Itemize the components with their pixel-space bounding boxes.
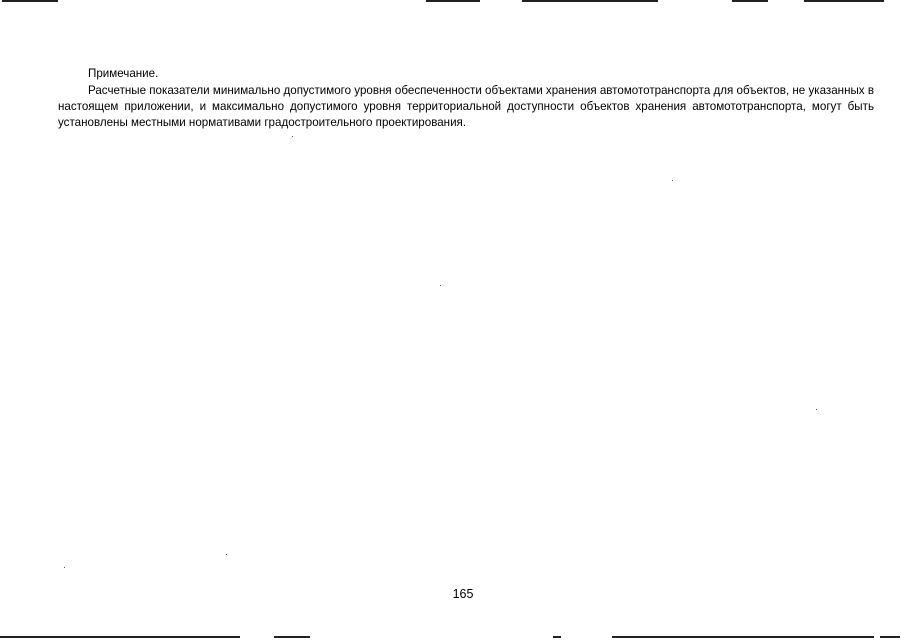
scan-edge-top-center-left	[426, 0, 480, 2]
note-label: Примечание.	[88, 67, 159, 80]
scan-edge-bottom-left	[0, 636, 240, 638]
note-text: Расчетные показатели минимально допустимого уровня обеспеченности объектами хранения автомототранспорта для объектов, не указанных в настоящем приложении, и максимально допустимого уровня территориальной доступности объектов хранения автомототранспорта, могут быть установлены местными нормативами градостроительного проектирования.	[58, 84, 874, 129]
scan-speck	[816, 409, 817, 410]
scan-speck	[672, 180, 673, 181]
page-number: 165	[452, 587, 474, 601]
scan-edge-bottom-right	[612, 636, 874, 638]
scan-edge-top-left	[2, 0, 58, 2]
scan-speck	[226, 554, 227, 555]
scan-edge-bottom-far-right	[880, 636, 900, 638]
scan-edge-top-center	[522, 0, 658, 2]
scan-speck	[64, 567, 65, 568]
scan-edge-top-center-right	[732, 0, 768, 2]
scan-edge-top-right	[804, 0, 884, 2]
scan-speck	[292, 136, 293, 137]
scan-speck	[440, 285, 441, 286]
scan-edge-bottom-mid-left	[274, 636, 310, 638]
scan-edge-bottom-mid	[553, 636, 561, 638]
note-block	[58, 66, 874, 131]
